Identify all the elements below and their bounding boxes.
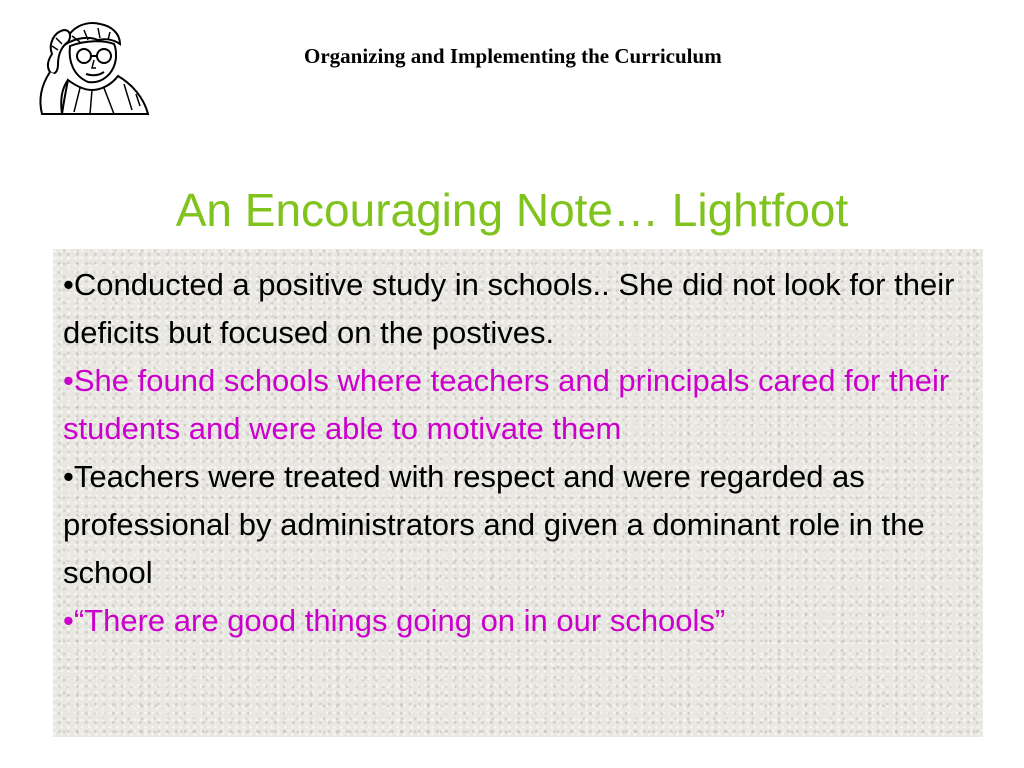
bullet-text: She found schools where teachers and principals cared for their students and were able to motivate them [63, 363, 950, 446]
bullet-text: Conducted a positive study in schools.. She did not look for their deficits but focused on the postives. [63, 267, 955, 350]
content-box [53, 249, 983, 737]
quote-text: “There are good things going on in our schools” [73, 603, 726, 638]
bullet-item-3 [63, 453, 973, 597]
bullet-marker: • [63, 603, 74, 638]
bullet-item-4 [63, 597, 973, 645]
slide-title: An Encouraging Note… Lightfoot [175, 184, 849, 236]
bullet-marker: • [63, 363, 74, 398]
bullet-marker: • [63, 459, 74, 494]
bullet-item-2 [63, 357, 973, 453]
thinking-man-icon [28, 14, 160, 118]
bullet-item-1 [63, 261, 973, 357]
header-title: Organizing and Implementing the Curriculum [304, 44, 722, 68]
bullet-marker: • [63, 267, 74, 302]
bullet-text: Teachers were treated with respect and were regarded as professional by administrators and given a dominant role in the school [63, 459, 925, 590]
